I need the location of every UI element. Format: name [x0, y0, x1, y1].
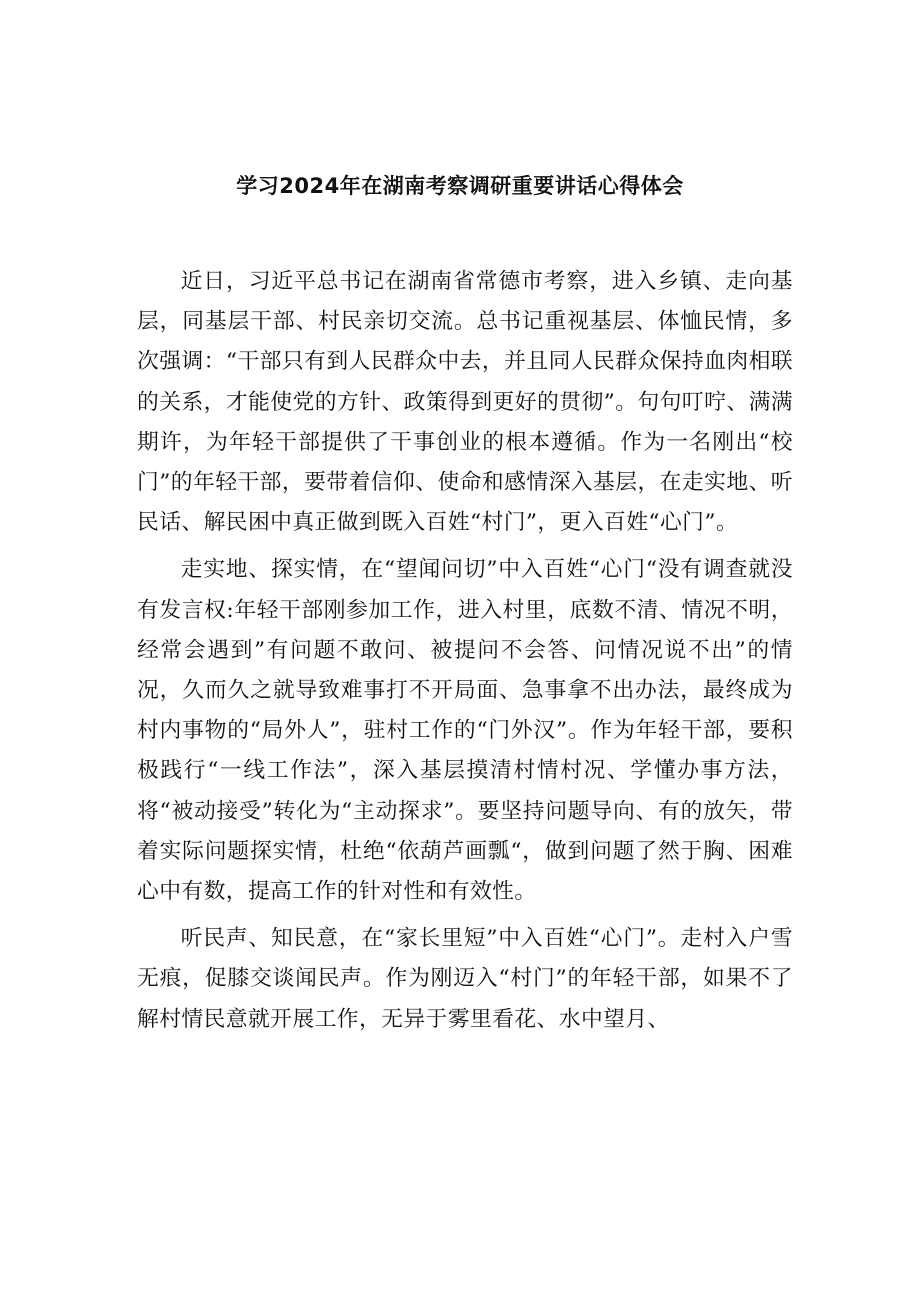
paragraph-investigation: 走实地、探实情，在“望闻问切”中入百姓“心门“没有调查就没有发言权:年轻干部刚参加工作，进入村里，底数不清、情况不明，经常会遇到”有问题不敢问、被提问不会答、问情况说不出”的情况，久而久之就导致难事打不开局面、急事拿不出办法，最终成为村内事物的“局外人”，驻村工作的“门外汉”。作为年轻干部，要积极践行“一线工作法”，深入基层摸清村情村况、学懂办事方法，将“被动接受”转化为“主动探求”。要坚持问题导向、有的放矢，带着实际问题探实情，杜绝“依葫芦画瓢“，做到问题了然于胸、困难心中有数，提高工作的针对性和有效性。 [137, 557, 793, 905]
paragraph-intro: 近日，习近平总书记在湖南省常德市考察，进入乡镇、走向基层，同基层干部、村民亲切交流。总书记重视基层、体恤民情，多次强调：“干部只有到人民群众中去，并且同人民群众保持血肉相联的关系，才能使党的方针、政策得到更好的贯彻”。句句叮咛、满满期许，为年轻干部提供了干事创业的根本遵循。作为一名刚出“校门”的年轻干部，要带着信仰、使命和感情深入基层，在走实地、听民话、解民困中真正做到既入百姓“村门”，更入百姓“心门”。 [137, 269, 793, 536]
document-body [137, 262, 793, 1047]
document-title: 学习2024年在湖南考察调研重要讲话心得体会 [236, 174, 684, 198]
paragraph-listening: 听民声、知民意，在“家长里短”中入百姓“心门”。走村入户雪无痕，促膝交谈闻民声。作为刚迈入“村门”的年轻干部，如果不了解村情民意就开展工作，无异于雾里看花、水中望月、 [137, 926, 793, 1032]
